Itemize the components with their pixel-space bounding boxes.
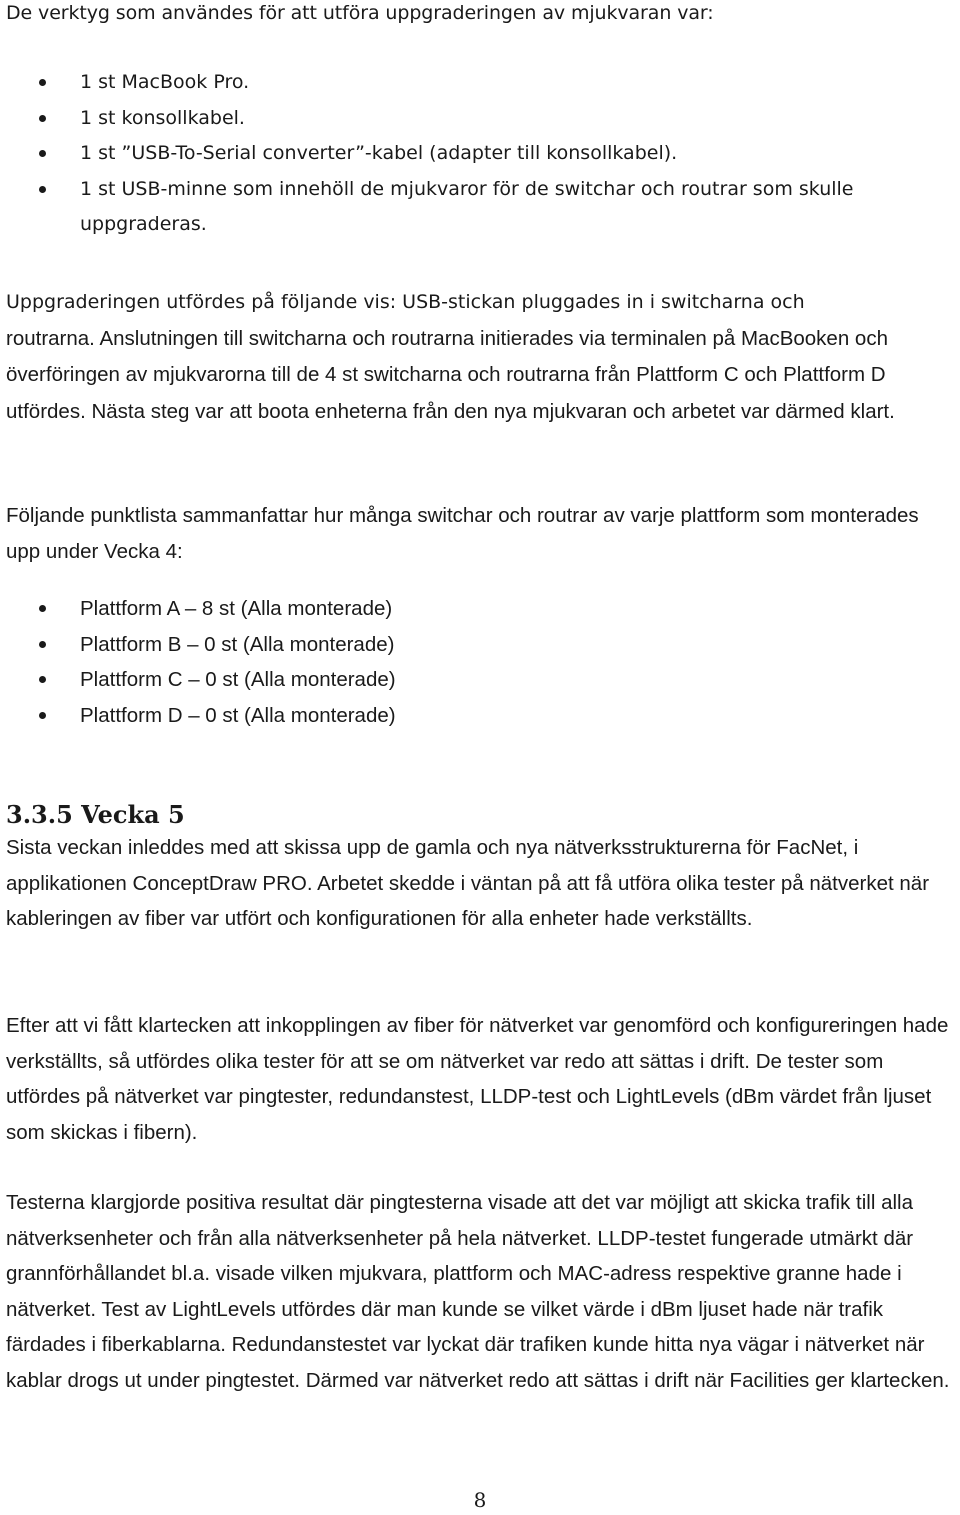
- paragraph-upgrade-procedure: [6, 285, 956, 430]
- section-heading: 3.3.5 Vecka 5: [6, 800, 185, 829]
- intro-text: De verktyg som användes för att utföra uppgraderingen av mjukvaran var:: [6, 2, 714, 24]
- list-item: Plattform C – 0 st (Alla monterade): [0, 662, 950, 698]
- tools-list: [0, 65, 900, 243]
- list-item: Plattform D – 0 st (Alla monterade): [0, 698, 950, 734]
- list-item: Plattform A – 8 st (Alla monterade): [0, 591, 950, 627]
- paragraph-upgrade-procedure-body: routrarna. Anslutningen till switcharna och routrarna initierades via terminalen på MacBooken och överföringen av mjukvarorna till de 4 st switcharna och routrarna från Plattform C och Plattform D utfördes. Nästa steg var att boota enheterna från den nya mjukvaran och arbetet var därmed klart.: [6, 326, 895, 423]
- list-item: 1 st USB-minne som innehöll de mjukvaror för de switchar och routrar som skulle uppgraderas.: [0, 172, 900, 243]
- paragraph-upgrade-procedure-lead: Uppgraderingen utfördes på följande vis: USB-stickan pluggades in i switcharna och: [6, 291, 805, 313]
- paragraph-week5-intro: Sista veckan inleddes med att skissa upp de gamla och nya nätverksstrukturerna för FacNet, i applikationen ConceptDraw PRO. Arbetet skedde i väntan på att få utföra olika tester på nätverket när kableringen av fiber var utfört och konfigurationen för alla enheter hade verkställts.: [6, 836, 930, 930]
- list-item: Plattform B – 0 st (Alla monterade): [0, 627, 950, 663]
- paragraph-platform-summary: Följande punktlista sammanfattar hur många switchar och routrar av varje plattform som monterades upp under Vecka 4:: [6, 504, 919, 563]
- list-item: 1 st MacBook Pro.: [0, 65, 900, 101]
- paragraph-test-results: Testerna klargjorde positiva resultat där pingtesterna visade att det var möjligt att skicka trafik till alla nätverksenheter och från alla nätverksenheter på hela nätverket. LLDP-testet fungerade utmärkt där grannförhållandet bl.a. visade vilken mjukvara, plattform och MAC-adress respektive granne hade i nätverket. Test av LightLevels utfördes där man kunde se vilket värde i dBm ljuset hade när trafik färdades i fiberkablarna. Redundanstestet var lyckat där trafiken kunde hitta nya vägar i nätverket när kablar drogs ut under pingtestet. Därmed var nätverket redo att sättas i drift när Facilities ger klartecken.: [6, 1191, 950, 1392]
- list-item: 1 st ”USB-To-Serial converter”-kabel (adapter till konsollkabel).: [0, 136, 900, 172]
- paragraph-tests: Efter att vi fått klartecken att inkopplingen av fiber för nätverket var genomförd och konfigureringen hade verkställts, så utfördes olika tester för att se om nätverket var redo att sättas i drift. De tester som utfördes på nätverket var pingtester, redundanstest, LLDP-test och LightLevels (dBm värdet från ljuset som skickas i fibern).: [6, 1014, 949, 1144]
- page-number: 8: [473, 1488, 487, 1512]
- list-item: 1 st konsollkabel.: [0, 101, 900, 137]
- platform-list: [0, 591, 950, 733]
